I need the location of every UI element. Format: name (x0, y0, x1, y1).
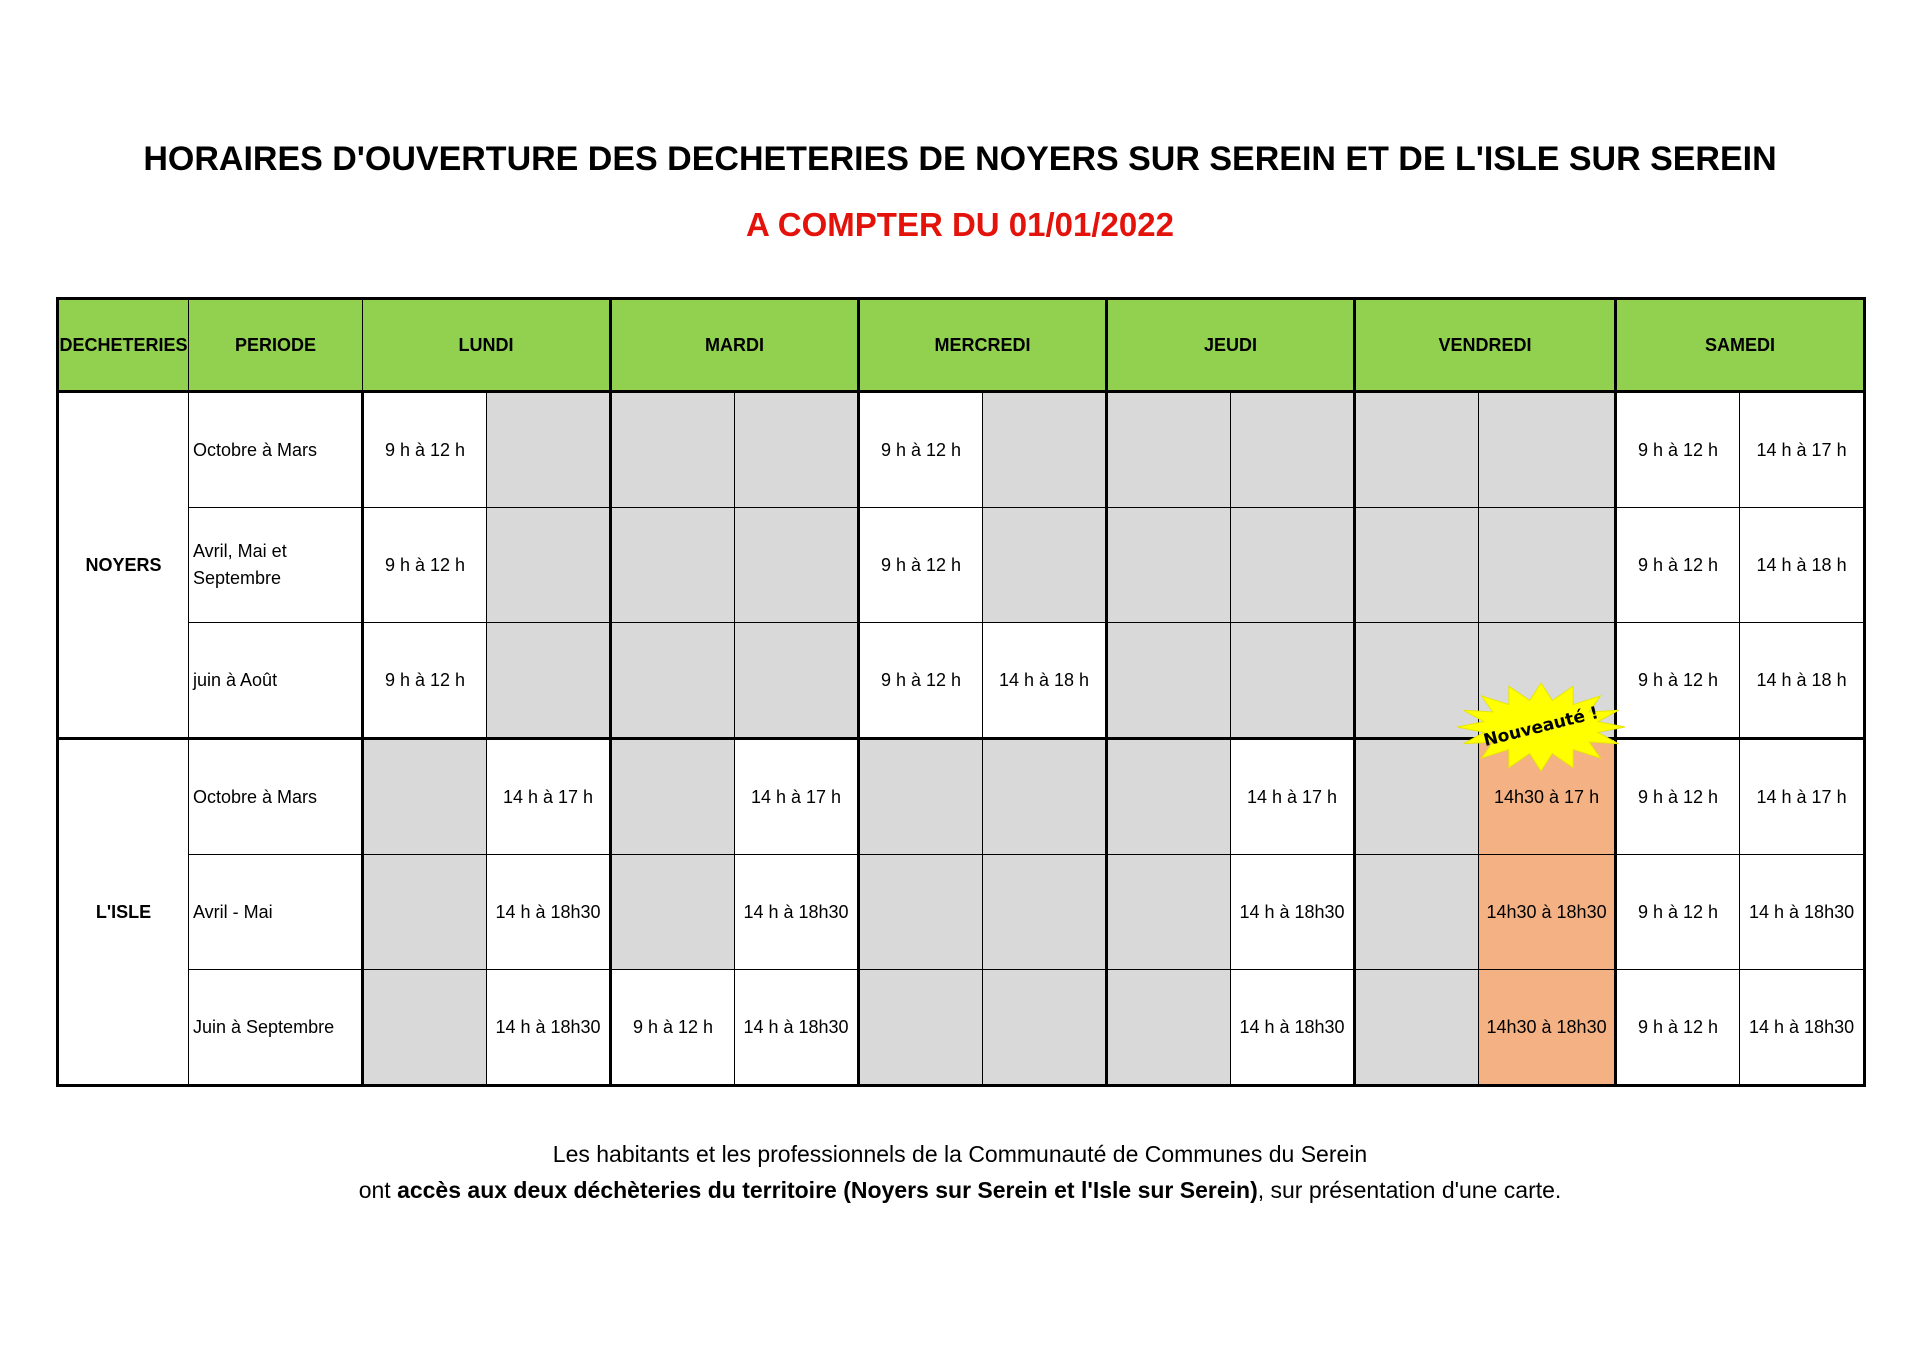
time-slot (487, 623, 611, 739)
time-slot (1355, 970, 1479, 1086)
time-slot (1231, 508, 1355, 623)
time-slot: 14 h à 18h30 (1231, 855, 1355, 970)
time-slot (983, 855, 1107, 970)
time-slot (1107, 855, 1231, 970)
time-slot (735, 623, 859, 739)
time-slot: 14h30 à 18h30 (1479, 855, 1616, 970)
time-slot (983, 392, 1107, 508)
time-slot: 14 h à 18h30 (1740, 855, 1865, 970)
time-slot: 14 h à 18h30 (1231, 970, 1355, 1086)
time-slot: 14 h à 17 h (487, 739, 611, 855)
time-slot: 9 h à 12 h (611, 970, 735, 1086)
time-slot (363, 855, 487, 970)
badge-label: Nouveauté ! (1481, 703, 1601, 751)
time-slot: 9 h à 12 h (859, 508, 983, 623)
note-line-2 (0, 1172, 1920, 1208)
table-row (58, 855, 1865, 970)
time-slot (735, 392, 859, 508)
time-slot (487, 508, 611, 623)
time-slot (1107, 739, 1231, 855)
time-slot: 9 h à 12 h (363, 508, 487, 623)
time-slot (859, 970, 983, 1086)
time-slot: 9 h à 12 h (363, 392, 487, 508)
time-slot: 14 h à 18h30 (735, 970, 859, 1086)
time-slot (1107, 508, 1231, 623)
time-slot (363, 739, 487, 855)
time-slot: 14 h à 17 h (735, 739, 859, 855)
time-slot (735, 508, 859, 623)
time-slot (983, 508, 1107, 623)
time-slot: 9 h à 12 h (363, 623, 487, 739)
time-slot (859, 855, 983, 970)
table-row (58, 970, 1865, 1086)
time-slot (1107, 392, 1231, 508)
time-slot: 14 h à 18 h (1740, 508, 1865, 623)
header-day-mercredi: MERCREDI (859, 299, 1107, 392)
period-label: Avril - Mai (189, 855, 363, 970)
time-slot (611, 739, 735, 855)
time-slot (1355, 508, 1479, 623)
time-slot (611, 508, 735, 623)
time-slot: 14 h à 18h30 (487, 855, 611, 970)
site-name: NOYERS (58, 392, 189, 739)
time-slot (611, 855, 735, 970)
header-day-lundi: LUNDI (363, 299, 611, 392)
time-slot: 14h30 à 17 h (1479, 739, 1616, 855)
header-day-mardi: MARDI (611, 299, 859, 392)
time-slot: 9 h à 12 h (859, 392, 983, 508)
time-slot (611, 623, 735, 739)
time-slot: 9 h à 12 h (1616, 970, 1740, 1086)
note-line-2-prefix: ont (358, 1177, 398, 1203)
time-slot: 14 h à 18 h (983, 623, 1107, 739)
time-slot: 14 h à 17 h (1740, 392, 1865, 508)
time-slot (611, 392, 735, 508)
time-slot: 9 h à 12 h (1616, 623, 1740, 739)
table-row (58, 392, 1865, 508)
time-slot: 9 h à 12 h (1616, 508, 1740, 623)
header-period: PERIODE (189, 299, 363, 392)
time-slot: 14 h à 17 h (1740, 739, 1865, 855)
page-title: HORAIRES D'OUVERTURE DES DECHETERIES DE NOYERS SUR SEREIN ET DE L'ISLE SUR SEREIN (143, 140, 1777, 178)
period-label: Avril, Mai et Septembre (189, 508, 363, 623)
time-slot (1479, 508, 1616, 623)
time-slot (1355, 855, 1479, 970)
footer-note (0, 1136, 1920, 1208)
period-label: Octobre à Mars (189, 739, 363, 855)
site-name: L'ISLE (58, 739, 189, 1086)
effective-date: A COMPTER DU 01/01/2022 (746, 206, 1174, 243)
time-slot: 14 h à 18h30 (735, 855, 859, 970)
header-day-jeudi: JEUDI (1107, 299, 1355, 392)
time-slot (1231, 392, 1355, 508)
header-day-vendredi: VENDREDI (1355, 299, 1616, 392)
header-site: DECHETERIES (58, 299, 189, 392)
time-slot: 14 h à 18h30 (1740, 970, 1865, 1086)
time-slot: 14 h à 18h30 (487, 970, 611, 1086)
time-slot (1355, 392, 1479, 508)
time-slot (363, 970, 487, 1086)
time-slot: 14h30 à 18h30 (1479, 970, 1616, 1086)
period-label: juin à Août (189, 623, 363, 739)
header-day-samedi: SAMEDI (1616, 299, 1865, 392)
time-slot (487, 392, 611, 508)
note-line-1: Les habitants et les professionnels de la Communauté de Communes du Serein (552, 1141, 1368, 1167)
time-slot: 9 h à 12 h (859, 623, 983, 739)
time-slot: 9 h à 12 h (1616, 739, 1740, 855)
table-row (58, 508, 1865, 623)
time-slot: 14 h à 18 h (1740, 623, 1865, 739)
time-slot: 9 h à 12 h (1616, 392, 1740, 508)
time-slot (983, 970, 1107, 1086)
time-slot (983, 739, 1107, 855)
period-label: Juin à Septembre (189, 970, 363, 1086)
header-row (58, 299, 1865, 392)
time-slot (859, 739, 983, 855)
time-slot (1107, 623, 1231, 739)
note-line-2-suffix: , sur présentation d'une carte. (1257, 1177, 1562, 1203)
period-label: Octobre à Mars (189, 392, 363, 508)
time-slot (1231, 623, 1355, 739)
time-slot (1107, 970, 1231, 1086)
time-slot: 14 h à 17 h (1231, 739, 1355, 855)
time-slot: 9 h à 12 h (1616, 855, 1740, 970)
nouveaute-badge (1455, 682, 1627, 772)
note-line-2-bold: accès aux deux déchèteries du territoire (Noyers sur Serein et l'Isle sur Serein) (397, 1177, 1258, 1203)
time-slot (1479, 392, 1616, 508)
